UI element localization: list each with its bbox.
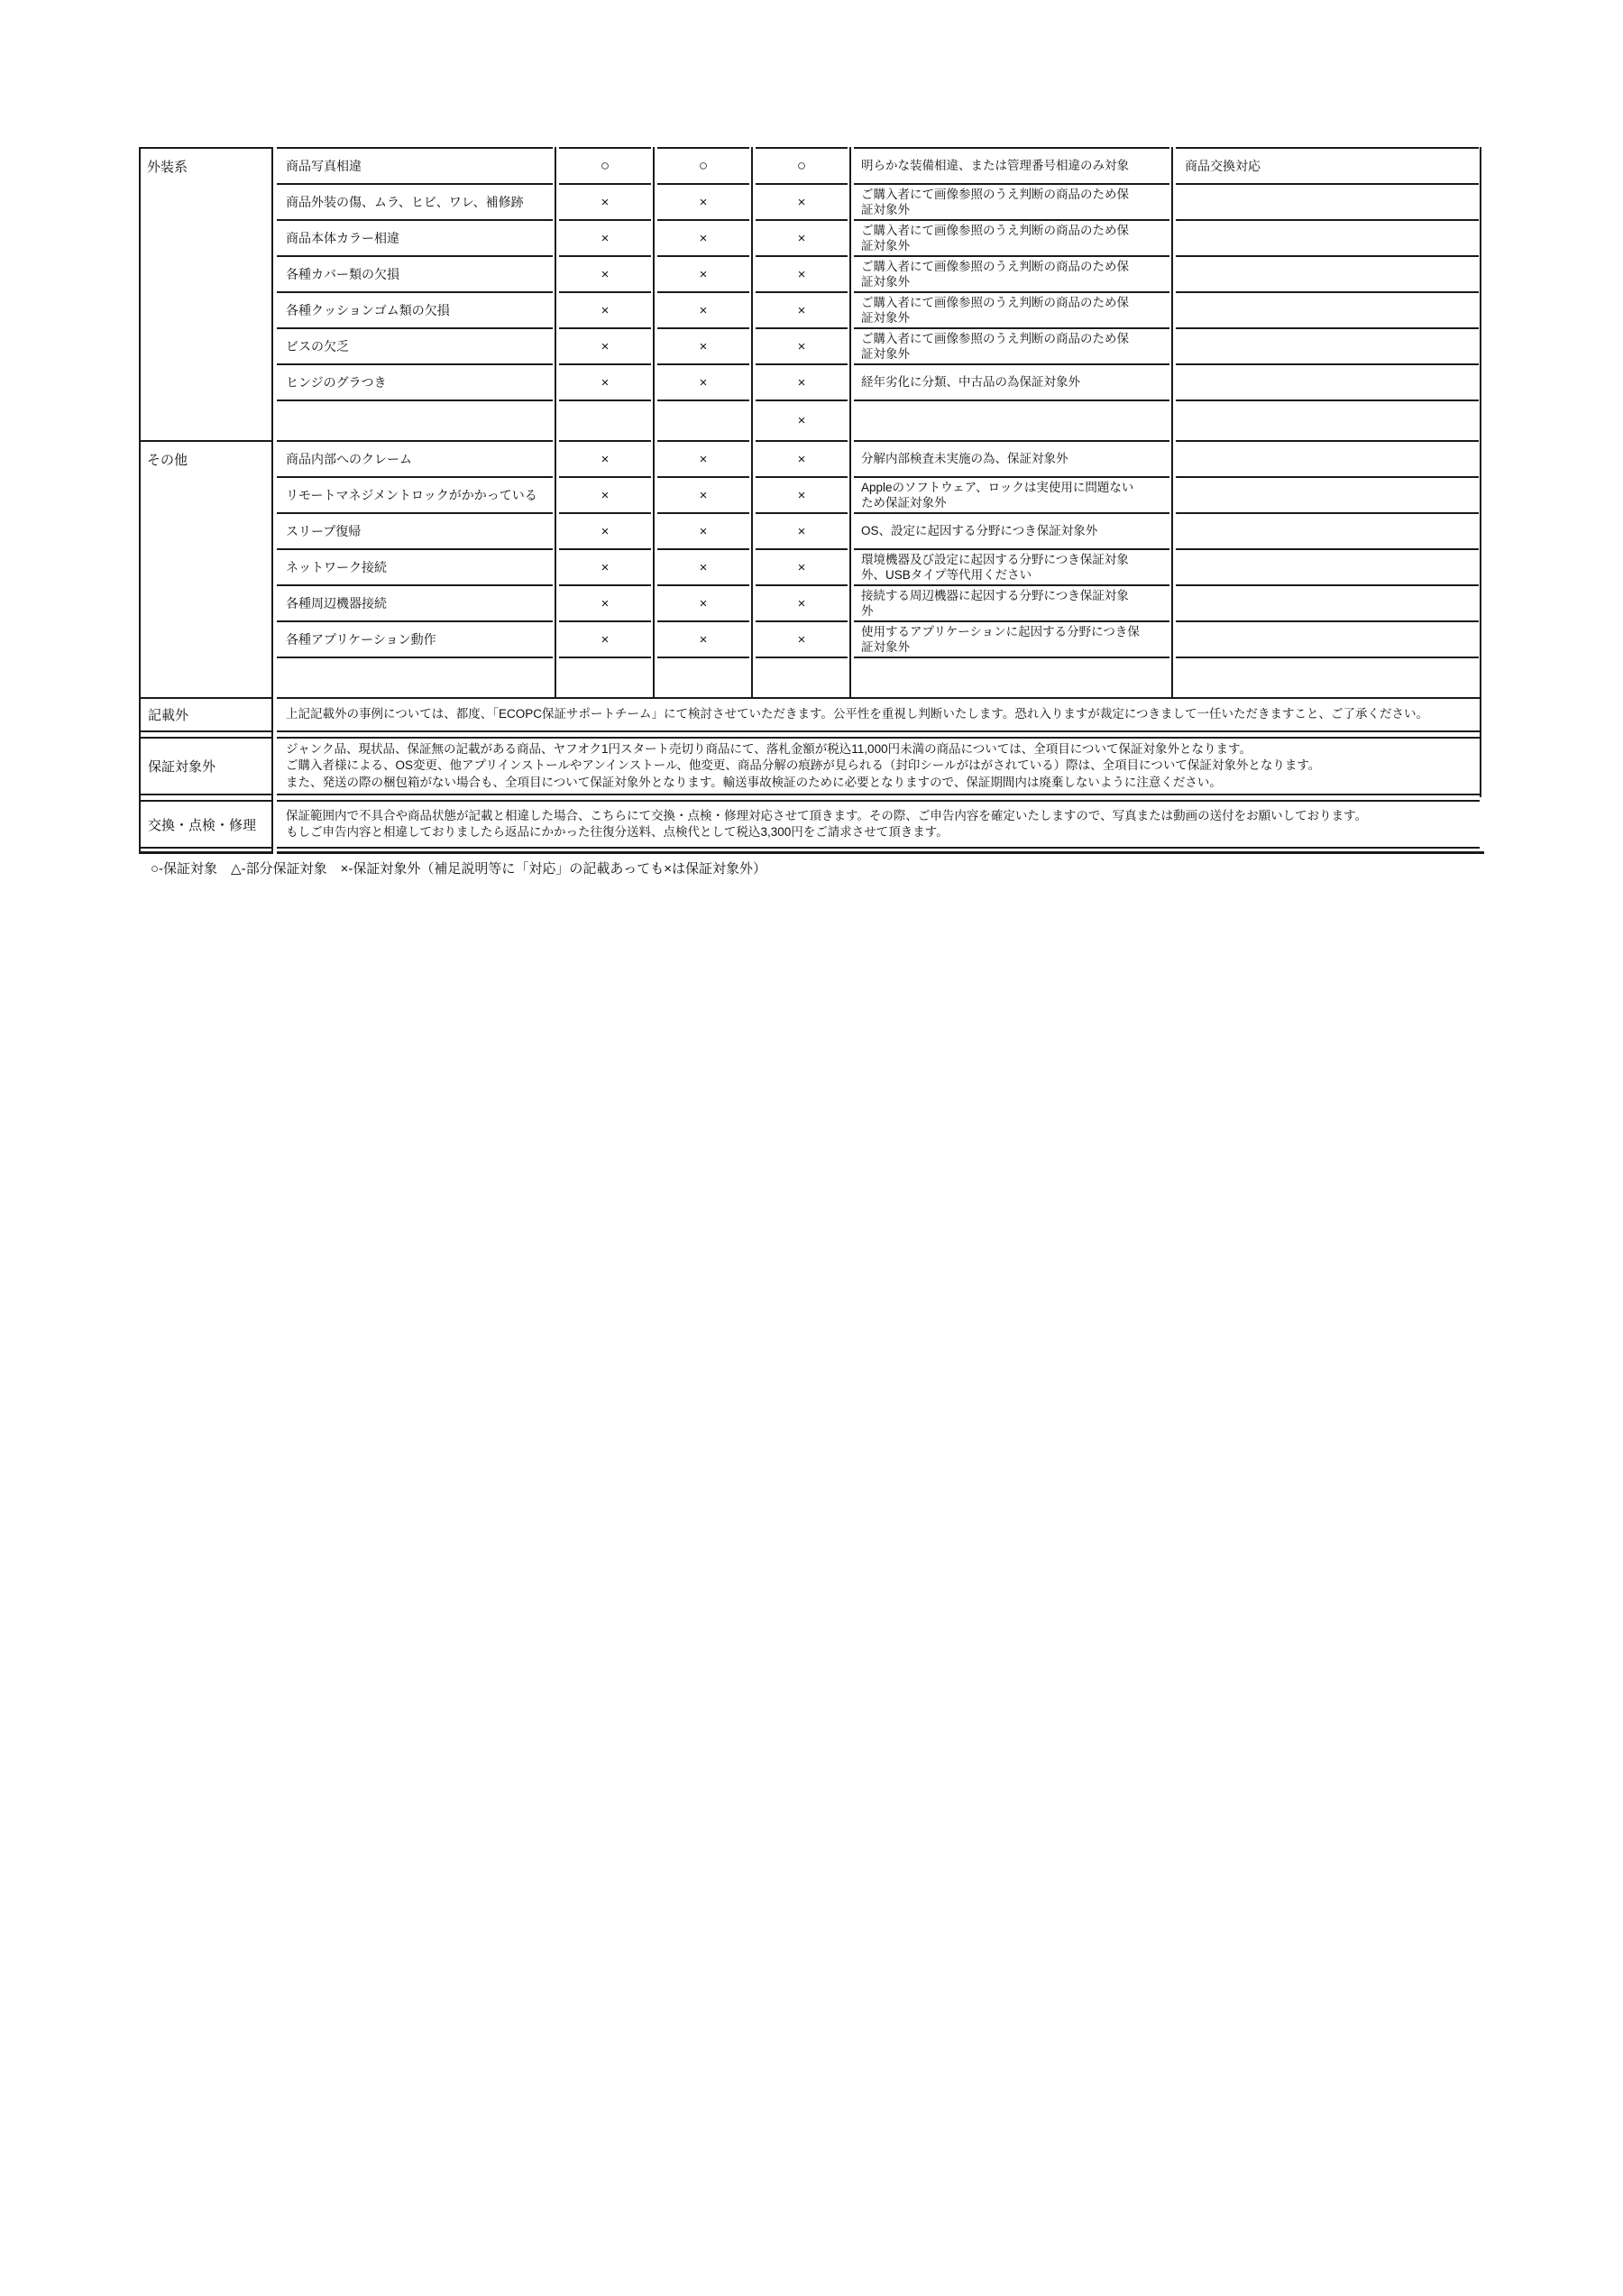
table-border-line — [849, 147, 851, 699]
remark-cell — [1176, 514, 1479, 550]
mark-cell: × — [756, 478, 848, 514]
item-column — [277, 147, 553, 699]
mark-cell: × — [657, 365, 749, 401]
mark-cell: × — [657, 257, 749, 293]
mark-cell: × — [657, 622, 749, 658]
remark-cell — [1176, 586, 1479, 622]
item-cell: リモートマネジメントロックがかかっている — [277, 478, 553, 514]
remark-cell — [1176, 442, 1479, 478]
remark-cell — [1176, 329, 1479, 365]
footer-row-text — [277, 737, 1480, 795]
mark-cell: × — [756, 622, 848, 658]
note-cell: Appleのソフトウェア、ロックは実使用に問題ないため保証対象外 — [854, 478, 1169, 514]
remark-cell — [1176, 365, 1479, 401]
mark-cell: × — [559, 550, 651, 586]
footer-row-text — [277, 800, 1480, 849]
mark-cell: × — [559, 221, 651, 257]
table-border-line — [653, 147, 655, 699]
table-border-line — [751, 147, 753, 699]
mark-cell: × — [559, 622, 651, 658]
mark-cell — [559, 401, 651, 442]
mark-cell: × — [657, 329, 749, 365]
mark-column-3 — [756, 147, 848, 699]
note-cell: ご購入者にて画像参照のうえ判断の商品のため保証対象外 — [854, 221, 1169, 257]
mark-cell: × — [657, 221, 749, 257]
footer-row-label: 記載外 — [141, 697, 271, 732]
remark-cell — [1176, 401, 1479, 442]
table-bottom-rule — [140, 851, 271, 854]
mark-cell: × — [756, 550, 848, 586]
footer-note-line: 保証範囲内で不具合や商品状態が記載と相違した場合、こちらにて交換・点検・修理対応させて頂きます。その際、ご申告内容を確定いたしますので、写真または動画の送付をお願いしております。 — [286, 808, 1368, 822]
table-border-line — [1171, 147, 1173, 699]
remark-cell — [1176, 478, 1479, 514]
mark-cell: ○ — [756, 149, 848, 185]
mark-cell: × — [559, 329, 651, 365]
remark-column — [1176, 147, 1479, 699]
mark-column-1 — [559, 147, 651, 699]
remark-cell — [1176, 257, 1479, 293]
mark-cell: × — [756, 221, 848, 257]
item-cell: 各種アプリケーション動作 — [277, 622, 553, 658]
note-cell: 接続する周辺機器に起因する分野につき保証対象外 — [854, 586, 1169, 622]
mark-cell — [657, 401, 749, 442]
mark-cell: × — [657, 586, 749, 622]
mark-cell: × — [559, 365, 651, 401]
item-cell: ビスの欠乏 — [277, 329, 553, 365]
item-cell: ヒンジのグラつき — [277, 365, 553, 401]
footer-note-line: ジャンク品、現状品、保証無の記載がある商品、ヤフオク1円スタート売切り商品にて、落札金額が税込11,000円未満の商品については、全項目について保証対象外となります。 — [286, 741, 1252, 756]
remark-cell — [1176, 293, 1479, 329]
remark-cell — [1176, 622, 1479, 658]
item-cell — [277, 401, 553, 442]
mark-cell: × — [756, 365, 848, 401]
remark-cell — [1176, 550, 1479, 586]
table-border-line — [139, 147, 141, 854]
mark-cell: × — [657, 478, 749, 514]
remark-cell: 商品交換対応 — [1176, 149, 1479, 185]
category-box — [140, 149, 271, 442]
footer-note-line: もしご申告内容と相違しておりましたら返品にかかった往復分送料、点検代として税込3,300円をご請求させて頂きます。 — [286, 825, 949, 839]
mark-cell: × — [559, 257, 651, 293]
note-cell: 明らかな装備相違、または管理番号相違のみ対象 — [854, 149, 1169, 185]
item-cell: 商品内部へのクレーム — [277, 442, 553, 478]
mark-cell: × — [756, 257, 848, 293]
note-cell: ご購入者にて画像参照のうえ判断の商品のため保証対象外 — [854, 293, 1169, 329]
remark-cell — [1176, 185, 1479, 221]
category-label: 外装系 — [147, 160, 188, 175]
item-cell: 商品外装の傷、ムラ、ヒビ、ワレ、補修跡 — [277, 185, 553, 221]
mark-cell: × — [657, 185, 749, 221]
footer-note-line: ご購入者様による、OS変更、他アプリインストールやアンインストール、他変更、商品分解の痕跡が見られる（封印シールがはがされている）際は、全項目について保証対象外となります。 — [286, 758, 1321, 773]
mark-cell: × — [559, 586, 651, 622]
note-cell: 経年劣化に分類、中古品の為保証対象外 — [854, 365, 1169, 401]
footer-row-text — [277, 697, 1480, 732]
mark-cell — [657, 658, 749, 699]
mark-cell: × — [756, 293, 848, 329]
mark-cell: ○ — [559, 149, 651, 185]
mark-cell: × — [657, 550, 749, 586]
note-cell — [854, 658, 1169, 699]
mark-cell: × — [559, 293, 651, 329]
category-label: その他 — [147, 453, 188, 468]
mark-cell: × — [756, 401, 848, 442]
item-cell: 各種クッションゴム類の欠損 — [277, 293, 553, 329]
note-cell: 環境機器及び設定に起因する分野につき保証対象外、USBタイプ等代用ください — [854, 550, 1169, 586]
remark-cell — [1176, 221, 1479, 257]
mark-cell: × — [657, 293, 749, 329]
mark-cell: × — [657, 442, 749, 478]
mark-column-2 — [657, 147, 749, 699]
item-cell: 商品本体カラー相違 — [277, 221, 553, 257]
category-box — [140, 442, 271, 699]
mark-cell: ○ — [657, 149, 749, 185]
remark-cell — [1176, 658, 1479, 699]
item-cell: 各種周辺機器接続 — [277, 586, 553, 622]
table-bottom-rule — [277, 851, 1484, 854]
item-cell: ネットワーク接続 — [277, 550, 553, 586]
note-cell: 使用するアプリケーションに起因する分野につき保証対象外 — [854, 622, 1169, 658]
footer-note-line: 上記記載外の事例については、都度、「ECOPC保証サポートチーム」にて検討させていただきます。公平性を重視し判断いたします。恐れ入りますが裁定につきまして一任いただきますこと、ご了承ください。 — [286, 707, 1429, 721]
note-cell: OS、設定に起因する分野につき保証対象外 — [854, 514, 1169, 550]
note-cell: ご購入者にて画像参照のうえ判断の商品のため保証対象外 — [854, 185, 1169, 221]
legend-text: ○-保証対象 △-部分保証対象 ×-保証対象外（補足説明等に「対応」の記載あっても×は保証対象外） — [151, 861, 766, 877]
table-border-line — [1480, 147, 1481, 797]
mark-cell: × — [756, 586, 848, 622]
mark-cell: × — [756, 185, 848, 221]
mark-cell: × — [657, 514, 749, 550]
mark-cell: × — [559, 442, 651, 478]
note-cell: 分解内部検査未実施の為、保証対象外 — [854, 442, 1169, 478]
mark-cell: × — [559, 514, 651, 550]
footer-row-label: 保証対象外 — [141, 737, 271, 795]
footer-row-label: 交換・点検・修理 — [141, 800, 271, 849]
note-cell: ご購入者にて画像参照のうえ判断の商品のため保証対象外 — [854, 257, 1169, 293]
mark-cell — [756, 658, 848, 699]
table-border-line — [271, 147, 273, 854]
footer-note-line: また、発送の際の梱包箱がない場合も、全項目について保証対象外となります。輸送事故検証のために必要となりますので、保証期間内は廃棄しないように注意ください。 — [286, 775, 1222, 789]
table-border-line — [555, 147, 556, 699]
mark-cell: × — [756, 329, 848, 365]
item-cell: 商品写真相違 — [277, 149, 553, 185]
mark-cell: × — [756, 514, 848, 550]
item-cell — [277, 658, 553, 699]
note-cell: ご購入者にて画像参照のうえ判断の商品のため保証対象外 — [854, 329, 1169, 365]
mark-cell: × — [559, 185, 651, 221]
mark-cell: × — [559, 478, 651, 514]
item-cell: スリープ復帰 — [277, 514, 553, 550]
note-cell — [854, 401, 1169, 442]
mark-cell — [559, 658, 651, 699]
note-column — [854, 147, 1169, 699]
category-column — [140, 147, 271, 699]
item-cell: 各種カバー類の欠損 — [277, 257, 553, 293]
mark-cell: × — [756, 442, 848, 478]
